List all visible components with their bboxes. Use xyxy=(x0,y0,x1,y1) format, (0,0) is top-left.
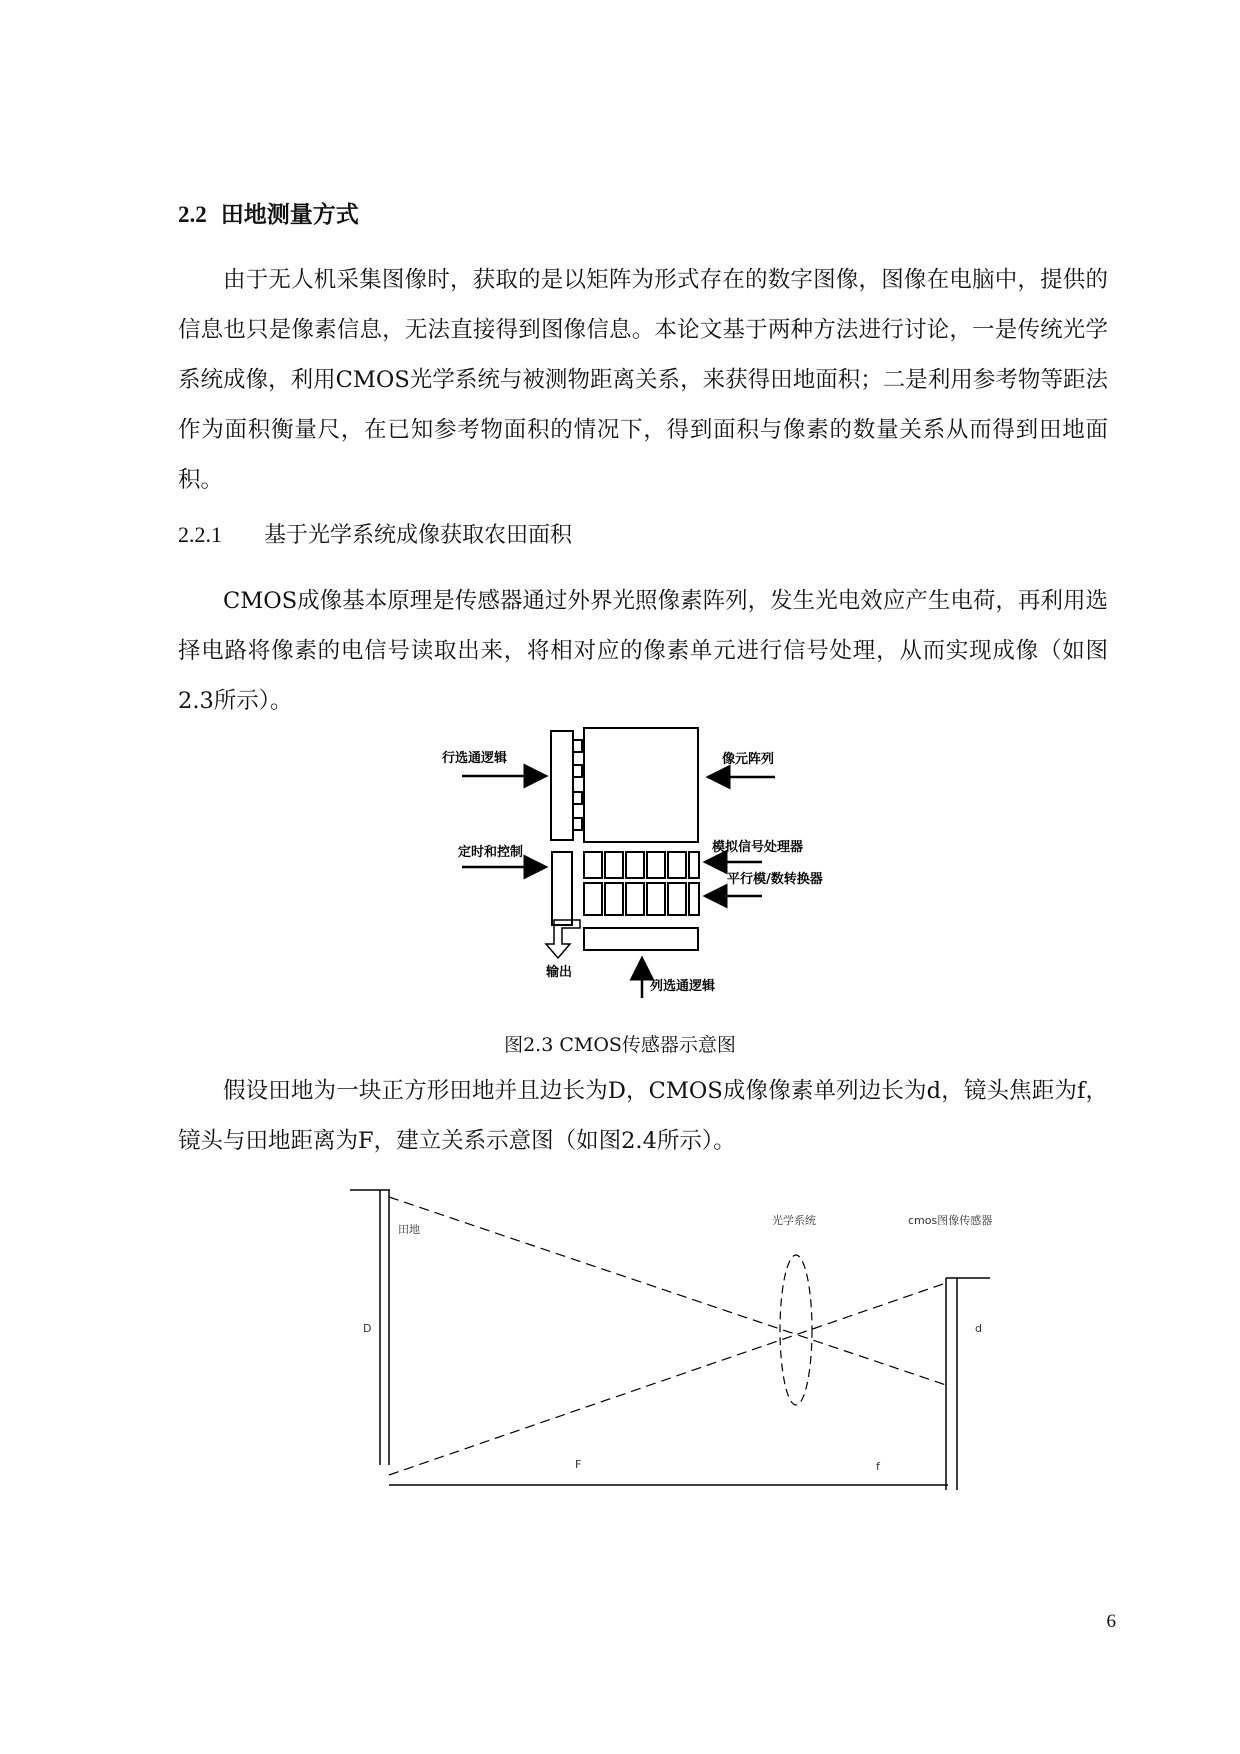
pixel-array-box xyxy=(584,728,698,842)
ray-bottom xyxy=(389,1283,946,1475)
paragraph-3 xyxy=(178,1066,1108,1166)
label-timing-control: 定时和控制 xyxy=(458,845,524,860)
section-number: 2.2 xyxy=(178,202,207,227)
label-pixel-array: 像元阵列 xyxy=(722,752,775,767)
label-adc: 平行模/数转换器 xyxy=(727,872,823,887)
section-title: 田地测量方式 xyxy=(220,202,359,228)
label-f: f xyxy=(876,1460,880,1473)
figure-caption: 图2.3 CMOS传感器示意图 xyxy=(504,1034,736,1056)
paragraph-2-text: CMOS成像基本原理是传感器通过外界光照像素阵列，发生光电效应产生电荷，再利用选择电路将像素的电信号读取出来，将相对应的像素单元进行信号处理，从而实现成像（如图2.3所示）。 xyxy=(178,588,1108,714)
analog-processor-cells xyxy=(584,852,699,878)
timing-control-box xyxy=(552,852,572,925)
figure-optical-relation xyxy=(350,1190,993,1490)
subsection-title: 基于光学系统成像获取农田面积 xyxy=(264,523,573,548)
ray-top xyxy=(389,1197,946,1385)
label-field: 田地 xyxy=(398,1223,420,1236)
adc-cells xyxy=(584,883,699,915)
label-d: d xyxy=(975,1322,982,1335)
row-select-bar xyxy=(551,731,573,840)
paragraph-1-text: 由于无人机采集图像时，获取的是以矩阵为形式存在的数字图像，图像在电脑中，提供的信息也只是像素信息，无法直接得到图像信息。本论文基于两种方法进行讨论，一是传统光学系统成像，利用CMOS光学系统与被测物距离关系，来获得田地面积；二是利用参考物等距法作为面积衡量尺，在已知参考物面积的情况下，得到面积与像素的数量关系从而得到田地面积。 xyxy=(178,267,1108,493)
label-analog-processor: 模拟信号处理器 xyxy=(712,840,804,855)
label-output: 输出 xyxy=(546,965,573,980)
label-row-select: 行选通逻辑 xyxy=(442,751,508,766)
column-select-bar xyxy=(584,928,698,950)
page-number: 6 xyxy=(1106,1611,1116,1632)
label-optical-system: 光学系统 xyxy=(772,1214,816,1227)
subsection-number: 2.2.1 xyxy=(178,522,222,547)
label-column-select: 列选通逻辑 xyxy=(650,979,716,994)
paragraph-3-text: 假设田地为一块正方形田地并且边长为D，CMOS成像像素单列边长为d，镜头焦距为f，镜头与田地距离为F，建立关系示意图（如图2.4所示）。 xyxy=(178,1078,1108,1154)
label-D: D xyxy=(363,1322,372,1335)
label-F: F xyxy=(575,1458,582,1471)
label-sensor: cmos图像传感器 xyxy=(908,1214,993,1227)
